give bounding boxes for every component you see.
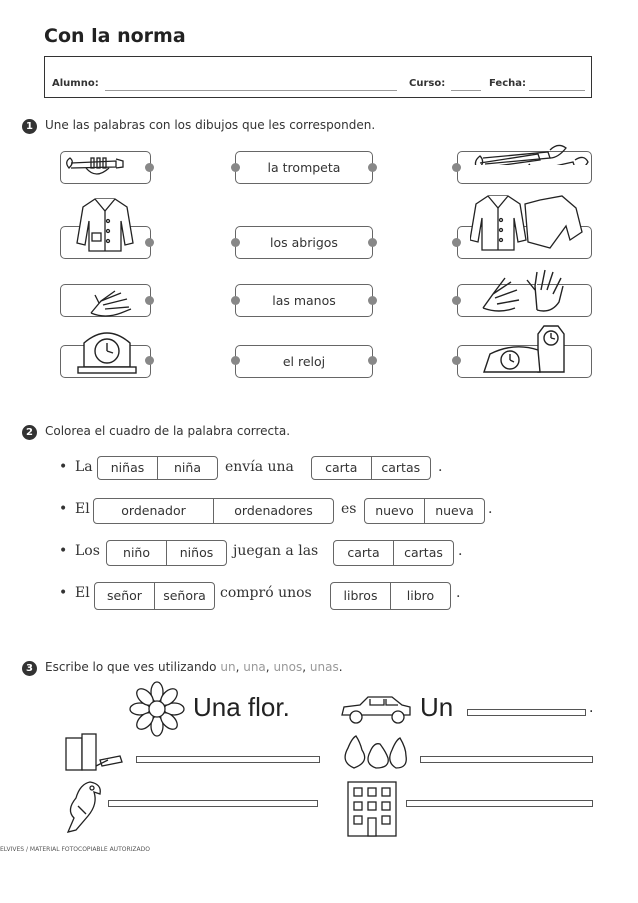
alumno-field[interactable] (105, 89, 397, 91)
option-senora[interactable]: señora (154, 583, 214, 609)
answer-field-building[interactable] (406, 800, 593, 807)
bullet: • (59, 543, 68, 559)
clocks-icon (480, 320, 570, 376)
dot-right-2[interactable] (452, 238, 461, 247)
fecha-field[interactable] (529, 89, 585, 91)
sentence-4-start: El (75, 585, 90, 601)
sentence-3-end: . (458, 543, 463, 559)
sentence-2-options-1 (93, 498, 334, 524)
instruction-prefix: Escribe lo que ves utilizando (45, 660, 217, 674)
flower-icon (126, 680, 188, 738)
dot-right-3[interactable] (452, 296, 461, 305)
exercise-2-instruction: Colorea el cuadro de la palabra correcta. (45, 424, 291, 438)
sentence-4-options-2 (330, 582, 451, 610)
option-ninos[interactable]: niños (166, 541, 226, 565)
sentence-3-mid: juegan a las (233, 543, 319, 559)
parrot-icon (58, 776, 106, 836)
trumpets-icon (458, 132, 593, 165)
option-nino[interactable]: niño (123, 545, 150, 560)
option-ordenador[interactable]: ordenador (121, 503, 186, 518)
dot-word-right-1[interactable] (368, 163, 377, 172)
sentence-2-end: . (488, 501, 493, 517)
second-answer-end: . (589, 700, 594, 716)
article-un: un (220, 660, 236, 674)
dot-word-right-2[interactable] (368, 238, 377, 247)
option-libro[interactable]: libro (390, 583, 450, 609)
option-libros[interactable]: libros (343, 588, 378, 603)
dot-left-2[interactable] (145, 238, 154, 247)
picture-box-hand (60, 284, 151, 317)
bullet: • (59, 585, 68, 601)
second-answer-start: Un (420, 692, 454, 722)
alumno-label: Alumno: (52, 78, 99, 89)
option-carta[interactable]: carta (347, 545, 380, 560)
comma: , (302, 660, 307, 674)
option-cartas[interactable]: cartas (393, 541, 453, 565)
hand-icon (61, 285, 152, 318)
exercise-2-number: 2 (22, 425, 37, 440)
comma: , (265, 660, 270, 674)
dot-right-1[interactable] (452, 163, 461, 172)
curso-label: Curso: (409, 78, 446, 89)
answer-field-parrot[interactable] (108, 800, 318, 807)
curso-field[interactable] (451, 89, 481, 91)
word-box-1: la trompeta (235, 151, 373, 184)
dot-word-left-4[interactable] (231, 356, 240, 365)
option-ninas[interactable]: niñas (110, 460, 145, 475)
option-senor[interactable]: señor (107, 588, 142, 603)
comma: , (235, 660, 240, 674)
dot-word-left-1[interactable] (231, 163, 240, 172)
student-info-box (44, 56, 592, 98)
footer-copyright: ELVIVES / MATERIAL FOTOCOPIABLE AUTORIZADO (0, 846, 150, 853)
coats-icon (470, 190, 585, 256)
answer-field-books[interactable] (136, 756, 320, 763)
bullet: • (59, 501, 68, 517)
dot-right-4[interactable] (452, 356, 461, 365)
dot-word-right-3[interactable] (368, 296, 377, 305)
sentence-1-options-1 (97, 456, 218, 480)
sentence-1-options-2 (311, 456, 431, 480)
sentence-1-end: . (438, 459, 443, 475)
page-title: Con la norma (44, 25, 186, 47)
sentence-4-end: . (456, 585, 461, 601)
exercise-3-instruction (45, 660, 343, 674)
dot-word-left-2[interactable] (231, 238, 240, 247)
clock-icon (76, 325, 138, 375)
option-nuevo[interactable]: nuevo (375, 503, 414, 518)
word-box-2: los abrigos (235, 226, 373, 259)
period: . (338, 660, 343, 674)
dot-word-left-3[interactable] (231, 296, 240, 305)
exercise-3-number: 3 (22, 661, 37, 676)
option-ordenadores[interactable]: ordenadores (213, 499, 333, 523)
sentence-4-mid: compró unos (220, 585, 312, 601)
sentence-2-start: El (75, 501, 90, 517)
example-answer: Una flor. (193, 692, 290, 722)
picture-box-trumpets (457, 151, 592, 184)
answer-field-car[interactable] (467, 709, 586, 716)
exercise-1-instruction: Une las palabras con los dibujos que les corresponden. (45, 118, 376, 132)
sentence-2-mid: es (341, 501, 357, 517)
sentence-3-options-1 (106, 540, 227, 566)
option-nina[interactable]: niña (157, 457, 217, 479)
car-icon (340, 693, 412, 725)
sentence-3-start: Los (75, 543, 100, 559)
exercise-1-number: 1 (22, 119, 37, 134)
building-icon (340, 778, 404, 838)
dot-left-1[interactable] (145, 163, 154, 172)
sentence-2-options-2 (364, 498, 485, 524)
article-unos: unos (273, 660, 303, 674)
fecha-label: Fecha: (489, 78, 527, 89)
option-carta[interactable]: carta (325, 460, 358, 475)
picture-box-trumpet (60, 151, 151, 184)
hands-icon (475, 264, 580, 314)
dot-left-3[interactable] (145, 296, 154, 305)
sentence-1-mid: envía una (225, 459, 294, 475)
option-cartas[interactable]: cartas (371, 457, 431, 479)
books-icon (60, 730, 130, 774)
bullet: • (59, 459, 68, 475)
word-box-3: las manos (235, 284, 373, 317)
option-nueva[interactable]: nueva (424, 499, 484, 523)
article-unas: unas (309, 660, 339, 674)
sentence-1-start: La (75, 459, 93, 475)
sentence-3-options-2 (333, 540, 454, 566)
trumpet-icon (61, 152, 152, 185)
dot-word-right-4[interactable] (368, 356, 377, 365)
dot-left-4[interactable] (145, 356, 154, 365)
pears-icon (340, 732, 410, 770)
answer-field-pears[interactable] (420, 756, 593, 763)
word-box-4: el reloj (235, 345, 373, 378)
sentence-4-options-1 (94, 582, 215, 610)
article-una: una (243, 660, 266, 674)
coat-icon (75, 193, 135, 255)
